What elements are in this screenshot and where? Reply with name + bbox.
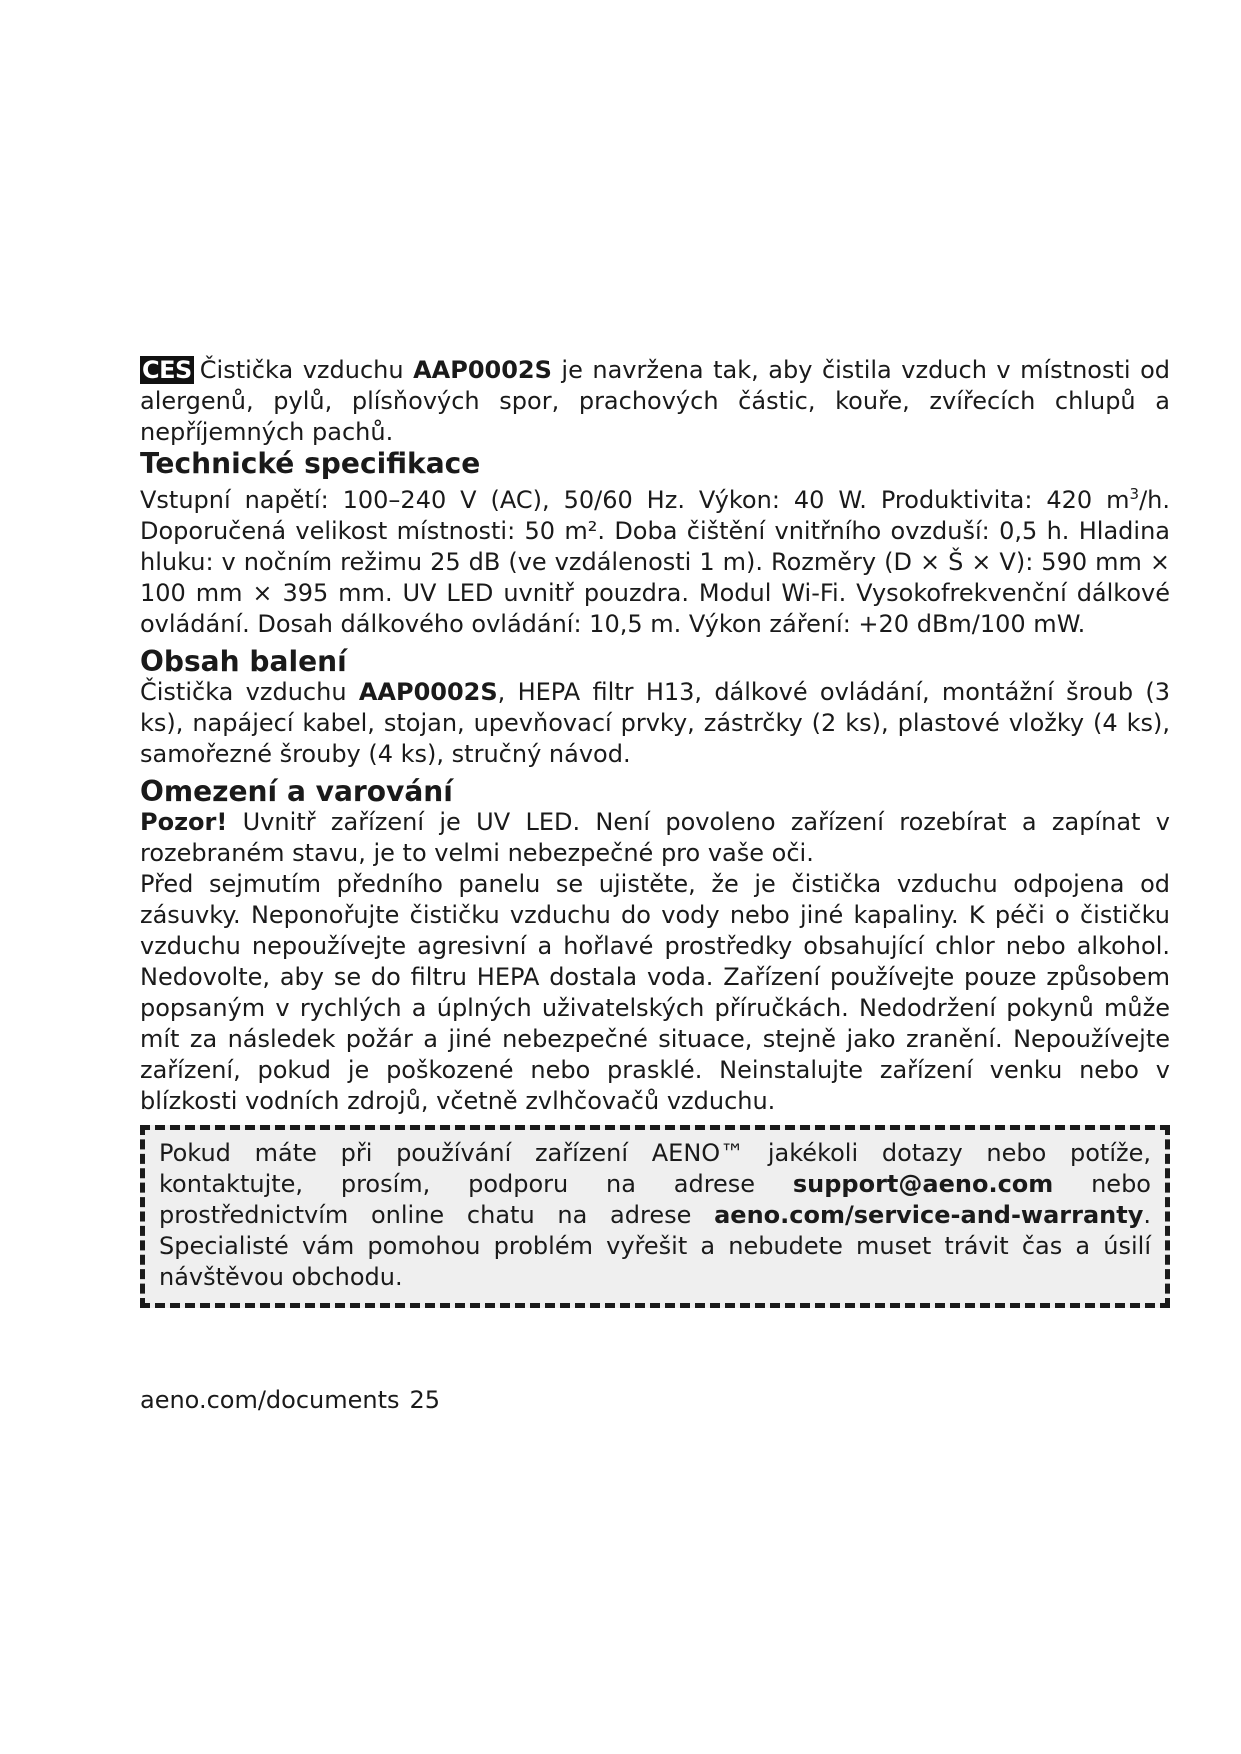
package-heading: Obsah balení [140, 645, 347, 678]
warnings-paragraph: Před sejmutím předního panelu se ujistěte, že je čistička vzduchu odpojena od zásuvky. Neponořujte čističku vzduchu do vody nebo jiné kapaliny. K péči o čističku vzduchu nepoužívejte agresivní a hořlavé prostředky obsahující chlor nebo alkohol. Nedovolte, aby se do filtru HEPA dostala voda. Zařízení používejte pouze způsobem popsaným v rychlých a úplných uživatelských příručkách. Nedodržení pokynů může mít za následek požár a jiné nebezpečné situace, stejně jako zranění. Nepoužívejte zařízení, pokud je poškozené nebo prasklé. Neinstalujte zařízení venku nebo v blízkosti vodních zdrojů, včetně zvlhčovačů vzduchu. [140, 870, 1170, 1115]
support-text-1: Pokud máte při používání zařízení AENO™ jakékoli dotazy nebo potíže, kontaktujte, prosím, podporu na adrese [159, 1139, 1151, 1198]
specs-heading: Technické specifikace [140, 447, 481, 480]
page-footer [140, 1385, 440, 1416]
caution-text: Uvnitř zařízení je UV LED. Není povoleno zařízení rozebírat a zapínat v rozebraném stavu, je to velmi nebezpečné pro vaše oči. [140, 808, 1170, 867]
intro-text-after: je navržena tak, aby čistila vzduch v místnosti od alergenů, pylů, plísňových spor, prachových částic, kouře, zvířecích chlupů a nepříjemných pachů. [140, 356, 1171, 446]
warnings-heading: Omezení a varování [140, 775, 453, 808]
document-body [140, 355, 1170, 1308]
language-badge: CES [142, 356, 192, 384]
package-text-before: Čistička vzduchu [140, 678, 359, 706]
support-text-3: . Specialisté vám pomohou problém vyřešit a nebudete muset trávit čas a úsilí návštěvou obchodu. [159, 1201, 1151, 1291]
intro-paragraph [140, 355, 1170, 448]
page-number: 25 [409, 1386, 441, 1414]
package-model-name: AAP0002S [358, 678, 498, 706]
package-text-after: , HEPA filtr H13, dálkové ovládání, montážní šroub (3 ks), napájecí kabel, stojan, upevňovací prvky, zástrčky (2 ks), plastové vložky (4 ks), samořezné šrouby (4 ks), stručný návod. [140, 678, 1170, 768]
support-paragraph [159, 1138, 1151, 1293]
intro-model-name: AAP0002S [413, 356, 552, 384]
support-text-2: nebo prostřednictvím online chatu na adrese [159, 1170, 1151, 1229]
specs-text-part1: Vstupní napětí: 100–240 V (AC), 50/60 Hz. Výkon: 40 W. Produktivita: 420 m [140, 486, 1130, 514]
caution-label: Pozor! [140, 808, 228, 836]
caution-paragraph [140, 807, 1170, 869]
specs-superscript: 3 [1129, 485, 1140, 503]
documents-link[interactable]: aeno.com/documents [140, 1386, 400, 1414]
specs-paragraph [140, 479, 1170, 640]
specs-text-part2: /h. Doporučená velikost místnosti: 50 m². Doba čištění vnitřního ovzduší: 0,5 h. Hladina hluku: v nočním režimu 25 dB (ve vzdálenosti 1 m). Rozměry (D × Š × V): 590 mm × 100 mm × 395 mm. UV LED uvnitř pouzdra. Modul Wi-Fi. Vysokofrekvenční dálkové ovládání. Dosah dálkového ovládání: 10,5 m. Výkon záření: +20 dBm/100 mW. [140, 486, 1170, 638]
service-warranty-link[interactable]: aeno.com/service-and-warranty [714, 1201, 1144, 1229]
intro-text-before: Čistička vzduchu [199, 356, 414, 384]
support-email-link[interactable]: support@aeno.com [792, 1170, 1054, 1198]
support-box [140, 1125, 1170, 1308]
package-paragraph [140, 677, 1170, 770]
